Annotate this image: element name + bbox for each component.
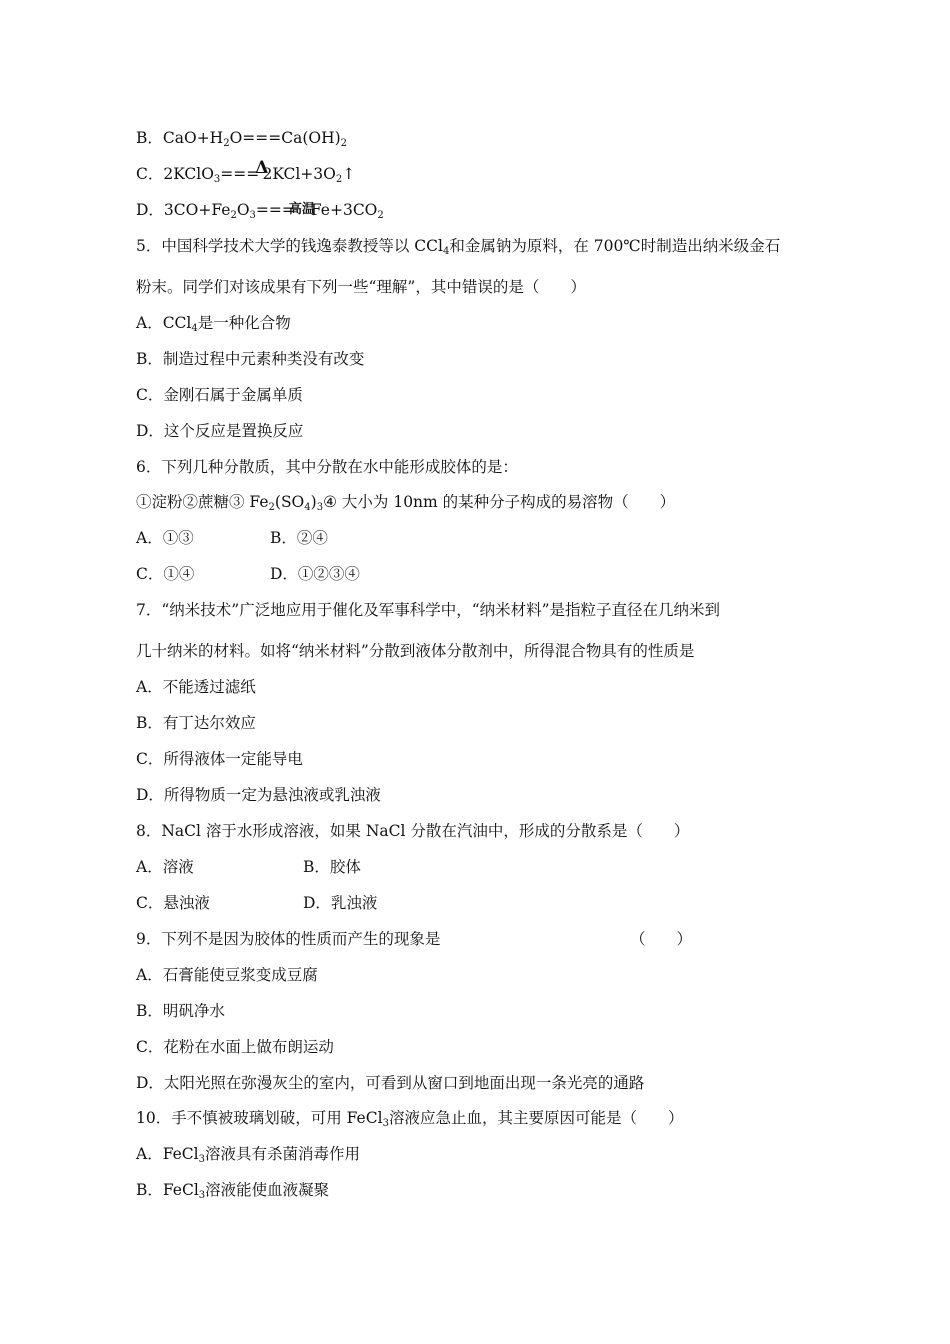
q5-option-a: A．CCl$_4$是一种化合物 [136, 314, 291, 334]
q8-option-c: C．悬浊液 [136, 894, 210, 912]
q10-option-b: B．FeCl$_3$溶液能使血液凝聚 [136, 1181, 330, 1201]
q7-option-c: C．所得液体一定能导电 [136, 750, 303, 768]
q4-option-b: B．$CaO+H_2O===Ca(OH)_2$ [136, 129, 348, 149]
q7-stem-line2: 几十纳米的材料。如将“纳米材料”分散到液体分散剂中，所得混合物具有的性质是 [136, 642, 695, 660]
q6-option-b: B．②④ [270, 529, 328, 547]
q8-option-a: A．溶液 [136, 858, 194, 876]
q5-option-d: D．这个反应是置换反应 [136, 422, 304, 440]
q8-stem: 8．NaCl 溶于水形成溶液，如果 NaCl 分散在汽油中，形成的分散系是（ ） [136, 822, 690, 840]
q9-answer-paren: （ ） [630, 930, 693, 948]
q5-option-c: C．金刚石属于金属单质 [136, 386, 303, 404]
q8-option-b: B．胶体 [303, 858, 361, 876]
q9-option-a: A．石膏能使豆浆变成豆腐 [136, 966, 318, 984]
q7-stem-line1: 7．“纳米技术”广泛地应用于催化及军事科学中，“纳米材料”是指粒子直径在几纳米到 [136, 601, 721, 619]
q10-stem: 10．手不慎被玻璃划破，可用 FeCl$_3$溶液应急止血，其主要原因可能是（ ） [136, 1109, 684, 1129]
q9-stem: 9．下列不是因为胶体的性质而产生的现象是 [136, 930, 441, 948]
q7-option-b: B．有丁达尔效应 [136, 714, 256, 732]
q6-option-a: A．①③ [136, 529, 194, 547]
q9-option-b: B．明矾净水 [136, 1002, 225, 1020]
q5-stem-line2: 粉末。同学们对该成果有下列一些“理解”，其中错误的是（ ） [136, 278, 586, 296]
q6-option-d: D．①②③④ [270, 565, 360, 583]
q6-stem-line2: ①淀粉②蔗糖③ $Fe_2(SO_4)_3④$ 大小为 10nm 的某种分子构成的易溶物（ ） [136, 493, 676, 513]
q4-option-d: D．$3CO+Fe_2O_3===$高温$Fe+3CO_2$ [136, 201, 384, 221]
q6-stem-line1: 6．下列几种分散质，其中分散在水中能形成胶体的是： [136, 458, 518, 476]
high-temperature-condition: 高温 [288, 202, 315, 217]
q4-option-c: C．$2KClO_3===\Delta 2KCl+3O_2↑$ [136, 158, 356, 185]
q7-option-d: D．所得物质一定为悬浊液或乳浊液 [136, 786, 381, 804]
heat-triangle-icon: Δ [255, 158, 269, 178]
q7-option-a: A．不能透过滤纸 [136, 678, 256, 696]
q9-option-c: C．花粉在水面上做布朗运动 [136, 1038, 334, 1056]
q10-option-a: A．FeCl$_3$溶液具有杀菌消毒作用 [136, 1145, 360, 1165]
q5-option-b: B．制造过程中元素种类没有改变 [136, 350, 365, 368]
q8-option-d: D．乳浊液 [303, 894, 378, 912]
q9-option-d: D．太阳光照在弥漫灰尘的室内，可看到从窗口到地面出现一条光亮的通路 [136, 1074, 645, 1092]
q6-option-c: C．①④ [136, 565, 195, 583]
q5-stem-line1: 5．中国科学技术大学的钱逸泰教授等以 CCl$_4$和金属钠为原料，在 700℃时制造出纳米级金石 [136, 237, 781, 257]
